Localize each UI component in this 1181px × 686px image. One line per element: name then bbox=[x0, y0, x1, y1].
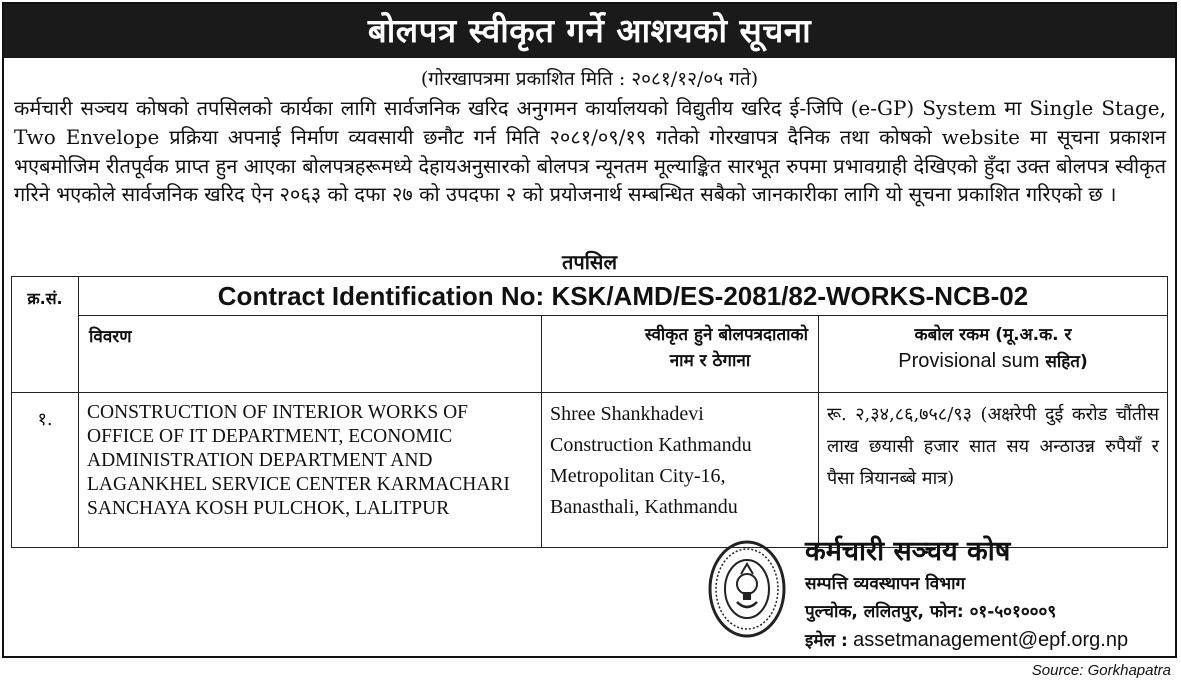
organization-department: सम्पत्ति व्यवस्थापन विभाग bbox=[805, 574, 966, 594]
organization-name: कर्मचारी सञ्चय कोष bbox=[805, 536, 1011, 567]
organization-email-line bbox=[805, 626, 1128, 655]
col-description-header: विवरण bbox=[79, 316, 542, 393]
table-row bbox=[12, 393, 1168, 548]
publication-date: (गोरखापत्रमा प्रकाशित मिति : २०८१/१२/०५ गते) bbox=[420, 68, 759, 90]
organization-address: पुल्चोक, ललितपुर, फोन: ०१-५०१०००९ bbox=[805, 602, 1057, 622]
bidder-line2: Construction Kathmandu bbox=[550, 434, 752, 456]
col-amount-header bbox=[819, 316, 1168, 393]
email-address[interactable]: assetmanagement@epf.org.np bbox=[853, 629, 1129, 651]
col-bidder-header bbox=[542, 316, 819, 393]
bidder-line1: Shree Shankhadevi bbox=[550, 403, 704, 425]
row-amount: रू. २,३४,८६,७५८/९३ (अक्षरेपी दुई करोड चौंतीस लाख छयासी हजार सात सय अन्ठाउन्न रुपैयाँ र पैसा त्रियानब्बे मात्र) bbox=[819, 393, 1168, 548]
details-heading: तपसिल bbox=[561, 250, 618, 274]
organization-block bbox=[805, 534, 1128, 655]
contract-id: Contract Identification No: KSK/AMD/ES-2081/82-WORKS-NCB-02 bbox=[79, 277, 1168, 316]
col-bidder-header-line2: नाम र ठेगाना bbox=[669, 351, 751, 371]
bidder-line3: Metropolitan City-16, bbox=[550, 465, 726, 487]
bidder-line4: Banasthali, Kathmandu bbox=[550, 496, 738, 518]
source-credit: Source: Gorkhapatra bbox=[1031, 662, 1171, 679]
notice-body: कर्मचारी सञ्चय कोषको तपसिलको कार्यका लागि सार्वजनिक खरिद अनुगमन कार्यालयको विद्युतीय खरिद ई-जिपि (e-GP) System मा Single Stage, Two Envelope प्रक्रिया अपनाई निर्माण व्यवसायी छनौट गर्न मिति २०८१/०९/१९ गतेको गोरखापत्र दैनिक तथा कोषको website मा सूचना प्रकाशन भएबमोजिम रीतपूर्वक प्राप्त हुन आएका बोलपत्रहरूमध्ये देहायअनुसारको बोलपत्र न्यूनतम मूल्याङ्कित सारभूत रुपमा प्रभावग्राही देखिएको हुँदा उक्त बोलपत्र स्वीकृत गरिने भएकोले सार्वजनिक खरिद ऐन २०६३ को दफा २७ को उपदफा २ को प्रयोजनार्थ सम्बन्धित सबैको जानकारीका लागि यो सूचना प्रकाशित गरिएको छ । bbox=[14, 96, 1166, 207]
row-description: CONSTRUCTION OF INTERIOR WORKS OF OFFICE OF IT DEPARTMENT, ECONOMIC ADMINISTRATION DEPARTMENT AND LAGANKHEL SERVICE CENTER KARMACHARI SANCHAYA KOSH PULCHOK, LALITPUR bbox=[79, 393, 542, 548]
col-bidder-header-line1: स्वीकृत हुने बोलपत्रदाताको bbox=[644, 325, 808, 345]
email-label: इमेल : bbox=[805, 631, 848, 651]
epf-seal-icon bbox=[708, 540, 786, 638]
col-amount-header-line2 bbox=[829, 348, 1157, 375]
col-amount-header-suffix: सहित) bbox=[1045, 352, 1088, 372]
col-amount-header-line1: कबोल रकम (मू.अ.क. र bbox=[914, 325, 1072, 345]
row-bidder bbox=[542, 393, 819, 548]
sn-header: क्र.सं. bbox=[12, 277, 79, 393]
row-sn: १. bbox=[12, 393, 79, 548]
contract-table bbox=[11, 276, 1168, 548]
notice-title: बोलपत्र स्वीकृत गर्ने आशयको सूचना bbox=[4, 4, 1175, 58]
provisional-sum-text: Provisional sum bbox=[898, 350, 1040, 372]
